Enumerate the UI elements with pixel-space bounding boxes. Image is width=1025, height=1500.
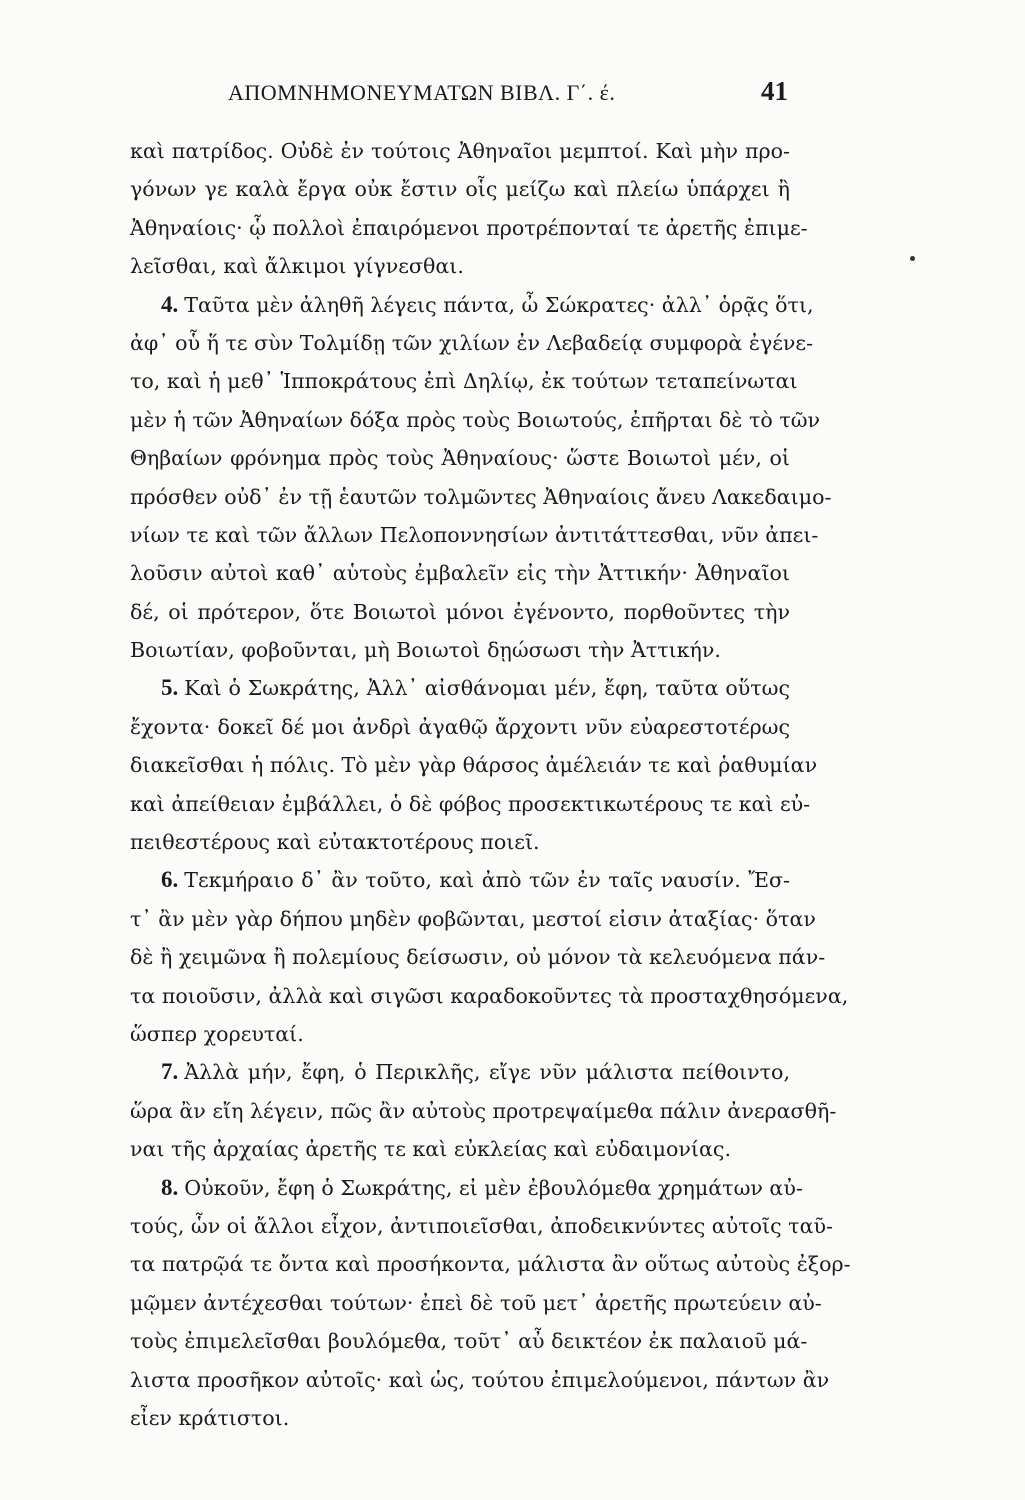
text-line: γόνων γε καλὰ ἔργα οὐκ ἔστιν οἷς μείζω καὶ πλείω ὑπάρχει ἢ	[130, 177, 790, 202]
text-line: ναι τῆς ἀρχαίας ἀρετῆς τε καὶ εὐκλείας καὶ εὐδαιμονίας.	[130, 1137, 731, 1162]
text-line: ἔχοντα· δοκεῖ δέ μοι ἀνδρὶ ἀγαθῷ ἄρχοντι νῦν εὐαρεστοτέρως	[130, 714, 790, 739]
text-line: 5. Καὶ ὁ Σωκράτης, Ἀλλ᾽ αἰσθάνομαι μέν, ἔφη, ταῦτα οὕτως	[161, 675, 790, 701]
text-line: Θηβαίων φρόνημα πρὸς τοὺς Ἀθηναίους· ὥστε Βοιωτοὶ μέν, οἱ	[130, 446, 790, 471]
text-line: 6. Τεκμήραιο δ᾽ ἂν τοῦτο, καὶ ἀπὸ τῶν ἐν ταῖς ναυσίν. Ἔσ-	[161, 867, 790, 893]
section-number: 4.	[161, 291, 179, 317]
text-line: λεῖσθαι, καὶ ἄλκιμοι γίγνεσθαι.	[130, 254, 464, 279]
text-line: 4. Ταῦτα μὲν ἀληθῆ λέγεις πάντα, ὦ Σώκρατες· ἀλλ᾽ ὁρᾷς ὅτι,	[161, 291, 814, 317]
section-number: 7.	[161, 1059, 179, 1085]
text-line: πειθεστέρους καὶ εὐτακτοτέρους ποιεῖ.	[130, 830, 540, 855]
text-line: πρόσθεν οὐδ᾽ ἐν τῇ ἑαυτῶν τολμῶντες Ἀθηναίοις ἄνευ Λακεδαιμο-	[130, 484, 832, 509]
section-number: 8.	[161, 1174, 179, 1200]
text-line: το, καὶ ἡ μεθ᾽ Ἱπποκράτους ἐπὶ Δηλίῳ, ἐκ τούτων τεταπείνωται	[130, 369, 798, 394]
text-line: Ἀθηναίοις· ᾧ πολλοὶ ἐπαιρόμενοι προτρέπονταί τε ἀρετῆς ἐπιμε-	[130, 215, 808, 240]
text-line: 7. Ἀλλὰ μήν, ἔφη, ὁ Περικλῆς, εἴγε νῦν μάλιστα πείθοιντο,	[161, 1059, 790, 1085]
text-line: διακεῖσθαι ἡ πόλις. Τὸ μὲν γὰρ θάρσος ἀμέλειάν τε καὶ ῥαθυμίαν	[130, 753, 818, 778]
margin-speck	[910, 256, 915, 261]
text-line: δὲ ἢ χειμῶνα ἢ πολεμίους δείσωσιν, οὐ μόνον τὰ κελευόμενα πάν-	[130, 945, 826, 970]
page-number: 41	[761, 76, 788, 106]
text-line: ὥρα ἂν εἴη λέγειν, πῶς ἂν αὐτοὺς προτρεψαίμεθα πάλιν ἀνερασθῆ-	[130, 1098, 837, 1123]
text-line: τα πατρῷά τε ὄντα καὶ προσήκοντα, μάλιστα ἂν οὕτως αὐτοὺς ἐξορ-	[130, 1252, 851, 1277]
text-line: μὲν ἡ τῶν Ἀθηναίων δόξα πρὸς τοὺς Βοιωτούς, ἐπῆρται δὲ τὸ τῶν	[130, 407, 821, 432]
section-number: 6.	[161, 867, 179, 893]
text-line: μῷμεν ἀντέχεσθαι τούτων· ἐπεὶ δὲ τοῦ μετ᾽ ἀρετῆς πρωτεύειν αὐ-	[130, 1290, 822, 1315]
text-line: τα ποιοῦσιν, ἀλλὰ καὶ σιγῶσι καραδοκοῦντες τὰ προσταχθησόμενα,	[130, 983, 849, 1008]
text-line: νίων τε καὶ τῶν ἄλλων Πελοποννησίων ἀντιτάττεσθαι, νῦν ἀπει-	[130, 522, 819, 547]
text-line: τ᾽ ἂν μὲν γὰρ δήπου μηδὲν φοβῶνται, μεστοί εἰσιν ἀταξίας· ὅταν	[130, 906, 816, 931]
running-title: ΑΠΟΜΝΗΜΟΝΕΥΜΑΤΩΝ ΒΙΒΛ. Γ΄. έ.	[228, 80, 616, 105]
section-number: 5.	[161, 675, 179, 701]
text-body	[130, 132, 851, 1437]
text-line: Βοιωτίαν, φοβοῦνται, μὴ Βοιωτοὶ δῃώσωσι τὴν Ἀττικήν.	[130, 638, 721, 663]
page-header	[228, 76, 788, 110]
text-line: καὶ πατρίδος. Οὐδὲ ἐν τούτοις Ἀθηναῖοι μεμπτοί. Καὶ μὴν προ-	[130, 139, 790, 163]
text-line: λιστα προσῆκον αὐτοῖς· καὶ ὡς, τούτου ἐπιμελούμενοι, πάντων ἂν	[130, 1367, 830, 1392]
text-line: τούς, ὧν οἱ ἄλλοι εἶχον, ἀντιποιεῖσθαι, ἀποδεικνύντες αὐτοῖς ταῦ-	[130, 1213, 833, 1238]
text-line: τοὺς ἐπιμελεῖσθαι βουλόμεθα, τοῦτ᾽ αὖ δεικτέον ἐκ παλαιοῦ μά-	[130, 1329, 808, 1354]
text-line: 8. Οὐκοῦν, ἔφη ὁ Σωκράτης, εἰ μὲν ἐβουλόμεθα χρημάτων αὐ-	[161, 1174, 803, 1200]
text-line: δέ, οἱ πρότερον, ὅτε Βοιωτοὶ μόνοι ἐγένοντο, πορθοῦντες τὴν	[130, 599, 790, 624]
text-line: καὶ ἀπείθειαν ἐμβάλλει, ὁ δὲ φόβος προσεκτικωτέρους τε καὶ εὐ-	[130, 791, 811, 816]
text-line: εἶεν κράτιστοι.	[130, 1405, 290, 1430]
text-line: ἀφ᾽ οὗ ἥ τε σὺν Τολμίδῃ τῶν χιλίων ἐν Λεβαδείᾳ συμφορὰ ἐγένε-	[130, 330, 814, 355]
text-line: ὥσπερ χορευταί.	[130, 1021, 304, 1046]
text-line: λοῦσιν αὐτοὶ καθ᾽ αὑτοὺς ἐμβαλεῖν εἰς τὴν Ἀττικήν· Ἀθηναῖοι	[130, 561, 790, 586]
